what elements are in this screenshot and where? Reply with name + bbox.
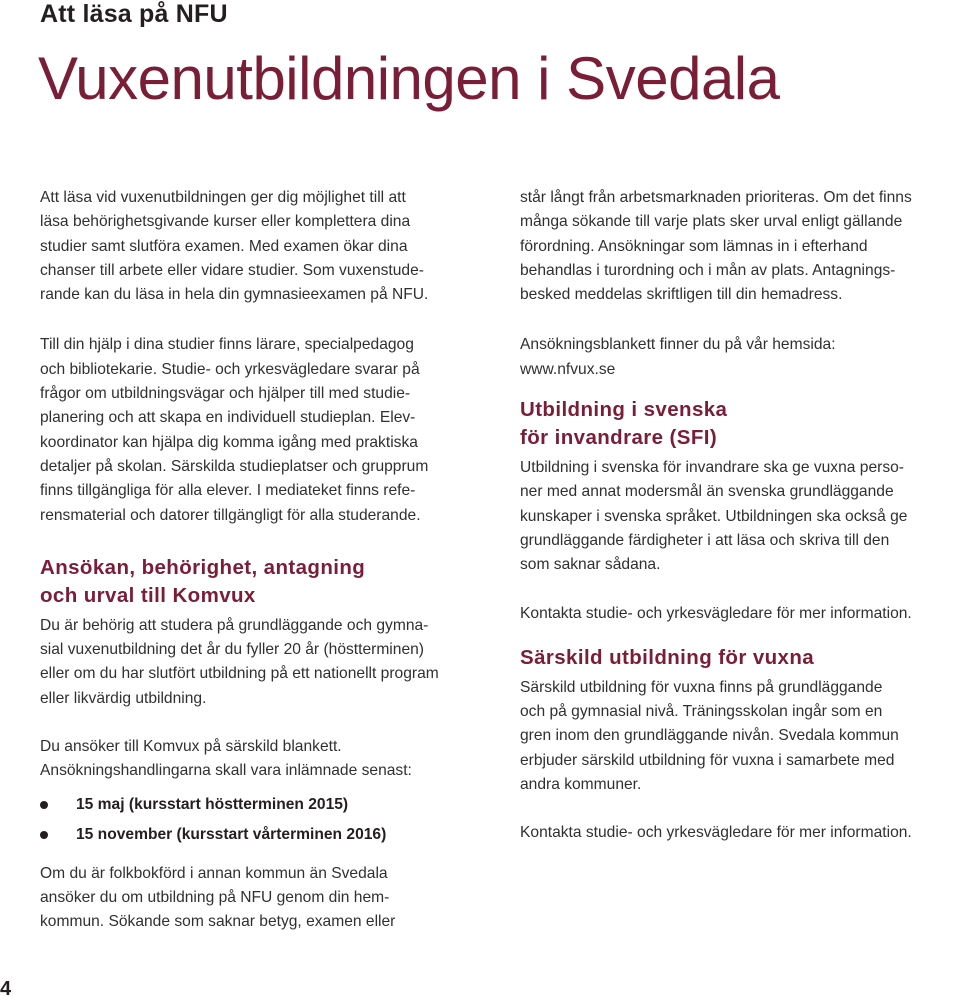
form-info-paragraph: Ansökningsblankett finner du på vår hemsida: www.nfvux.se [520,333,950,382]
eligibility-paragraph: Du är behörig att studera på grundläggande och gymna- sial vuxenutbildning det år du fyller 20 år (höstterminen) eller om du har slutfört utbildning på ett nationellt program eller likvärdig utbildning. [40,616,439,707]
deadline-list [40,790,500,850]
special-education-contact: Kontakta studie- och yrkesvägledare för mer information. [520,824,912,842]
special-education-paragraph: Särskild utbildning för vuxna finns på grundläggande och på gymnasial nivå. Träningsskolan ingår som en gren inom den grundläggande nivån. Svedala kommun erbjuder särskild utbildning för vuxna i samarbete med andra kommuner. [520,678,899,794]
bullet-icon [40,831,48,839]
page-title: Vuxenutbildningen i Svedala [38,45,780,112]
special-education-heading: Särskild utbildning för vuxna [520,645,815,669]
intro-paragraph: Att läsa vid vuxenutbildningen ger dig möjlighet till att läsa behörighetsgivande kurser eller komplettera dina studier samt slutföra examen. Med examen ökar dina chanser till arbete eller vidare studier. Som vuxenstude- rande kan du läsa in hela din gymnasieexamen på NFU. [40,189,429,304]
other-municipality-paragraph: Om du är folkbokförd i annan kommun än Svedala ansöker du om utbildning på NFU genom din hem- kommun. Sökande som saknar betyg, examen eller [40,864,396,931]
list-item: 15 maj (kursstart höstterminen 2015) [40,790,500,820]
application-heading: Ansökan, behörighet, antagning och urval till Komvux [40,555,366,607]
bullet-icon [40,801,48,809]
section-kicker: Att läsa på NFU [40,0,228,28]
page-number: 4 [0,978,12,1000]
help-paragraph: Till din hjälp i dina studier finns lärare, specialpedagog och bibliotekarie. Studie- och yrkesvägledare svarar på frågor om utbildningsvägar och hjälper till med studie- planering och att skapa en individuell studieplan. Elev- koordinator kan hjälpa dig komma igång med praktiska detaljer på skolan. Särskilda studieplatser och grupprum finns tillgängliga för alla elever. I mediateket finns refe- rensmaterial och datorer tillgängligt för alla studerande. [40,336,429,524]
apply-paragraph: Du ansöker till Komvux på särskild blankett. Ansökningshandlingarna skall vara inlämnade senast: [40,738,412,780]
right-column [520,186,950,846]
website-link[interactable]: www.nfvux.se [520,360,616,378]
left-column [40,186,500,935]
sfi-paragraph: Utbildning i svenska för invandrare ska ge vuxna perso- ner med annat modersmål än svenska grundläggande kunskaper i svenska språket. Utbildningen ska också ge grundläggande färdigheter i att läsa och skriva till den som saknar sådana. [520,459,908,574]
sfi-heading: Utbildning i svenska för invandrare (SFI) [520,398,728,450]
list-item: 15 november (kursstart vårterminen 2016) [40,820,500,850]
continuation-paragraph: står långt från arbetsmarknaden prioriteras. Om det finns många sökande till varje plats sker urval enligt gällande förordning. Ansökningar som lämnas in i efterhand behandlas i turordning och i mån av plats. Antagnings- besked meddelas skriftligen till din hemadress. [520,189,912,304]
sfi-contact: Kontakta studie- och yrkesvägledare för mer information. [520,604,912,622]
